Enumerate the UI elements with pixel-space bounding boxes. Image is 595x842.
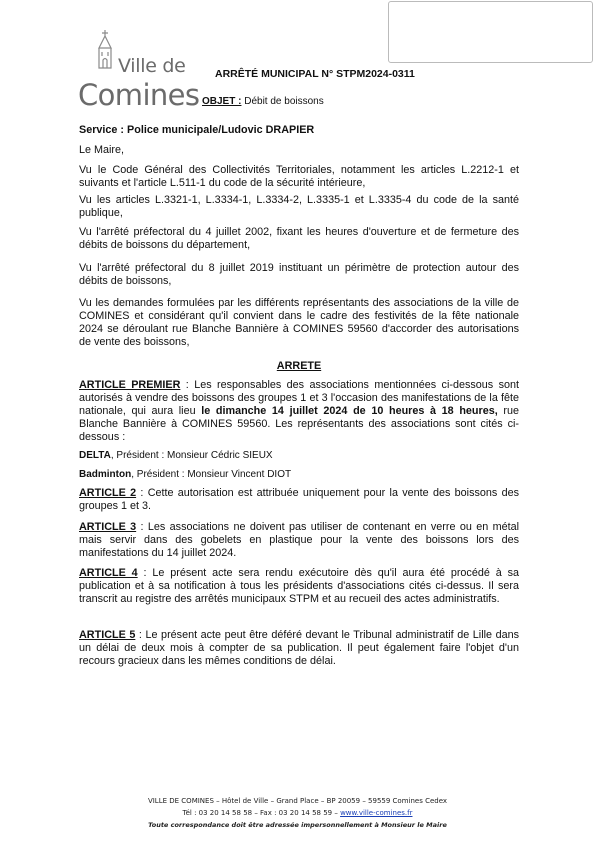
- object-line: [202, 96, 324, 107]
- association-1: [79, 449, 519, 462]
- article-1-text-b: rue Blanche Bannière à COMINES 59560. Les représentants des associations sont cités ci-dessous :: [79, 405, 519, 443]
- association-1-name: DELTA: [79, 450, 111, 461]
- association-2: [79, 468, 519, 481]
- considerant-2: Vu les articles L.3321-1, L.3334-1, L.3334-2, L.3335-1 et L.3335-4 du code de la santé publique,: [79, 194, 519, 219]
- footer-phone-fax: Tél : 03 20 14 58 58 – Fax : 03 20 14 58 59 –: [182, 809, 341, 817]
- city-logo: [74, 28, 204, 112]
- article-5: [79, 629, 519, 668]
- article-1-date: le dimanche 14 juillet 2024 de 10 heures à 18 heures,: [201, 405, 498, 417]
- association-2-name: Badminton: [79, 469, 132, 480]
- document-title: ARRÊTÉ MUNICIPAL N° STPM2024-0311: [215, 68, 415, 80]
- church-tower-icon: [94, 30, 116, 70]
- article-5-label: ARTICLE 5: [79, 629, 136, 641]
- footer-contact: [0, 809, 595, 817]
- arrete-heading: ARRETE: [276, 360, 322, 372]
- stamp-box: [388, 1, 593, 63]
- association-1-president: , Président : Monsieur Cédric SIEUX: [110, 450, 273, 461]
- article-4-label: ARTICLE 4: [79, 567, 138, 579]
- le-maire: Le Maire,: [79, 144, 125, 156]
- article-1: [79, 379, 519, 444]
- article-2-text: : Cette autorisation est attribuée uniquement pour la vente des boissons des groupes 1 et 3.: [79, 487, 519, 512]
- considerant-4: Vu l'arrêté préfectoral du 8 juillet 2019 instituant un périmètre de protection autour des débits de boissons,: [79, 262, 519, 287]
- website-link[interactable]: www.ville-comines.fr: [340, 809, 413, 817]
- article-4: [79, 567, 519, 606]
- article-1-text-a: : Les responsables des associations mentionnées ci-dessous sont autorisés à vendre des boissons des groupes 1 et 3 l'occasion des manifestations de la fête nationale, qui aura lieu: [79, 379, 519, 417]
- article-5-text: : Le présent acte peut être déféré devant le Tribunal administratif de Lille dans un délai de deux mois à compter de sa publication. Il peut également faire l'objet d'un recours gracieux dans les mêmes conditions de délai.: [79, 629, 519, 667]
- considerant-3: Vu l'arrêté préfectoral du 4 juillet 2002, fixant les heures d'ouverture et de fermeture des débits de boissons du département,: [79, 226, 519, 251]
- logo-line-2: Comines: [78, 78, 200, 112]
- article-3-label: ARTICLE 3: [79, 521, 137, 533]
- footer-address: VILLE DE COMINES – Hôtel de Ville – Grand Place – BP 20059 – 59559 Comines Cedex: [147, 797, 448, 805]
- service-line: Service : Police municipale/Ludovic DRAPIER: [79, 124, 315, 136]
- considerant-1: Vu le Code Général des Collectivités Territoriales, notamment les articles L.2212-1 et suivants et l'article L.511-1 du code de la sécurité intérieure,: [79, 164, 519, 189]
- logo-line-1: Ville de: [118, 55, 186, 77]
- association-2-president: , Président : Monsieur Vincent DIOT: [131, 469, 292, 480]
- article-2-label: ARTICLE 2: [79, 487, 137, 499]
- object-text: Débit de boissons: [241, 96, 324, 107]
- article-4-text: : Le présent acte sera rendu exécutoire dès qu'il aura été procédé à sa publication et à sa notification à tous les présidents d'associations cités ci-dessus. Il sera transcrit au registre des arrêtés municipaux STPM et au recueil des actes administratifs.: [79, 567, 519, 605]
- article-2: [79, 487, 519, 513]
- article-3-text: : Les associations ne doivent pas utiliser de contenant en verre ou en métal mais servir dans des gobelets en plastique pour la vente des boissons lors des manifestations du 14 juillet 2024.: [79, 521, 519, 559]
- footer-notice: Toute correspondance doit être adressée impersonnellement à Monsieur le Maire: [148, 821, 447, 829]
- object-label: OBJET :: [202, 96, 242, 107]
- article-3: [79, 521, 519, 560]
- considerant-5: Vu les demandes formulées par les différents représentants des associations de la ville de COMINES et considérant qu'il convient dans le cadre des festivités de la fête nationale 2024 se déroulant rue Blanche Bannière à COMINES 59560 d'accorder des autorisations de vente des boissons,: [79, 297, 519, 348]
- article-1-label: ARTICLE PREMIER: [79, 379, 181, 391]
